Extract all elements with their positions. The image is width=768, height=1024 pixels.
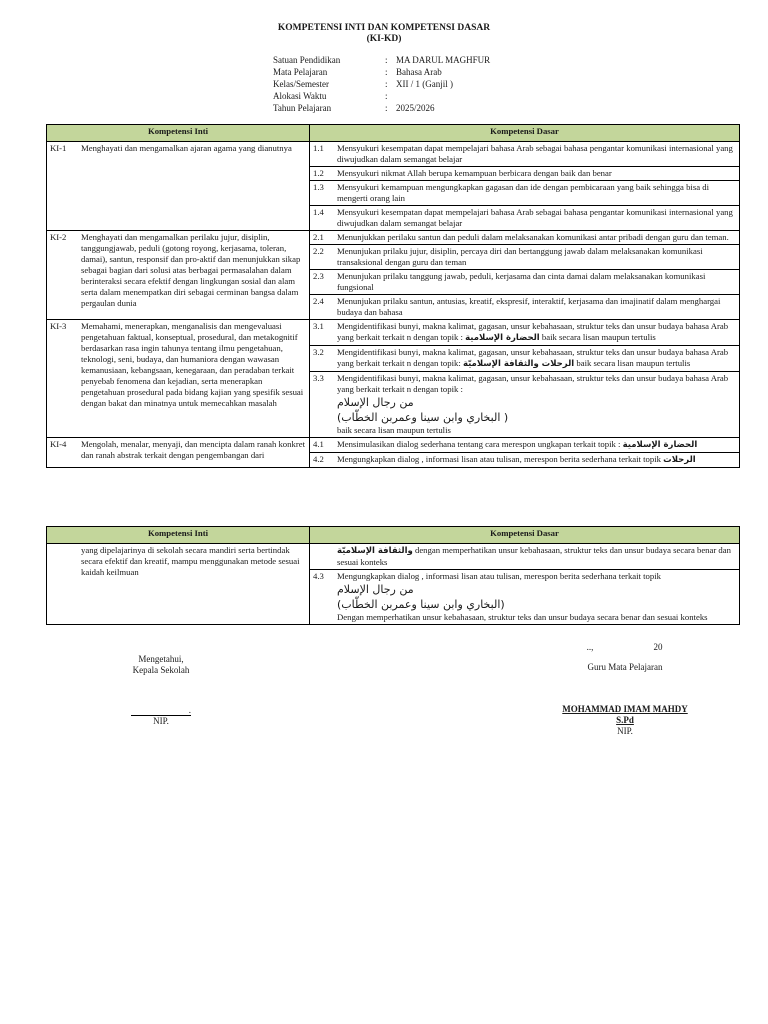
kd-text: Mensyukuri nikmat Allah berupa kemampuan berbicara dengan baik dan benar	[337, 168, 612, 178]
info-label: Alokasi Waktu	[273, 91, 327, 101]
info-row	[273, 78, 490, 90]
kd-text: Menunjukan prilaku jujur, disiplin, percaya diri dan bertanggung jawab dalam melaksanakan komunikasi transaksional dengan guru dan teman	[337, 246, 703, 267]
ki-code: KI-1	[50, 143, 67, 153]
kd-code: 3.3	[313, 373, 324, 383]
kd-cell	[310, 320, 740, 346]
kd-text: Mengidentifikasi bunyi, makna kalimat, gagasan, unsur kebahasaan, struktur teks dan unsur budaya bahasa Arab yang berkait terkait n dengan topik :	[337, 321, 729, 342]
document-title	[0, 23, 768, 45]
info-label: Kelas/Semester	[273, 79, 329, 89]
ki-cell	[47, 438, 310, 468]
kd-arabic-line-2: (البخاري وابن سينا وعمربن الخطّاب)	[337, 598, 505, 611]
date-year: 20	[653, 642, 663, 652]
ki-kd-table	[46, 124, 740, 468]
ki-code: KI-2	[50, 232, 67, 242]
kd-arabic-topic: الحضارة الإسلامية	[465, 333, 540, 343]
info-label: Satuan Pendidikan	[273, 55, 341, 65]
info-separator: :	[385, 67, 388, 77]
ki-code: KI-4	[50, 439, 67, 449]
table-row	[47, 231, 740, 245]
ki-cell	[47, 142, 310, 231]
kd-text-tail: baik secara lisan maupun tertulis	[576, 358, 691, 368]
teacher-name: MOHAMMAD IMAM MAHDY	[562, 704, 688, 714]
kd-code: 4.1	[313, 439, 324, 449]
kd-text: Mengidentifikasi bunyi, makna kalimat, gagasan, unsur kebahasaan, struktur teks dan unsur budaya bahasa Arab yang berkait terkait n dengan topik :	[337, 373, 729, 394]
kd-cell	[310, 346, 740, 372]
kd-code: 2.2	[313, 246, 324, 256]
signature-line	[131, 706, 191, 716]
title-line-1: KOMPETENSI INTI DAN KOMPETENSI DASAR	[277, 23, 491, 33]
kd-text-tail: Dengan memperhatikan unsur kebahasaan, struktur teks dan unsur budaya secara benar dan sesuai konteks	[337, 612, 708, 622]
kd-code: 1.2	[313, 168, 324, 178]
kd-cell	[310, 231, 740, 245]
kd-code: 2.3	[313, 271, 324, 281]
teacher-degree: S.Pd	[616, 715, 634, 725]
kd-text: Mensimulasikan dialog sederhana tentang cara merespon ungkapan terkait topik :	[337, 439, 621, 449]
info-label: Tahun Pelajaran	[273, 103, 332, 113]
kd-text: Mensyukuri kemampuan mengungkapkan gagasan dan ide dengan pembicaraan yang baik sehingga bisa di mengerti orang lain	[337, 182, 710, 203]
table-header-row	[47, 125, 740, 142]
identity-info	[273, 54, 490, 114]
info-separator: :	[385, 91, 388, 101]
kd-code: 2.4	[313, 296, 324, 306]
kd-code: 2.1	[313, 232, 324, 242]
kd-arabic-topic: والثقافة الإسلاميّة	[337, 546, 413, 556]
column-header-kd: Kompetensi Dasar	[310, 125, 740, 142]
title-line-2: (KI-KD)	[366, 34, 402, 44]
kd-cell	[310, 438, 740, 453]
kd-cell	[310, 570, 740, 625]
table-row	[47, 320, 740, 346]
ki-cell	[47, 544, 310, 625]
headmaster-nip: NIP.	[153, 716, 169, 726]
table-row	[47, 142, 740, 167]
ki-text: Mengolah, menalar, menyaji, dan mencipta dalam ranah konkret dan ranah abstrak terkait dengan pengembangan dari	[81, 439, 305, 460]
info-value: 2025/2026	[396, 103, 435, 113]
kd-code: 1.4	[313, 207, 324, 217]
kd-text-tail: baik secara lisan maupun tertulis	[541, 332, 656, 342]
kd-cell	[310, 181, 740, 206]
column-header-ki: Kompetensi Inti	[47, 527, 310, 544]
info-row	[273, 90, 490, 102]
info-separator: :	[385, 79, 388, 89]
kd-code: 3.2	[313, 347, 324, 357]
kd-cell	[310, 167, 740, 181]
info-value: Bahasa Arab	[396, 67, 442, 77]
kd-code: 1.3	[313, 182, 324, 192]
kd-arabic-line-1: من رجال الإسلام	[337, 583, 414, 596]
ki-kd-table-continued	[46, 526, 740, 625]
kd-arabic-line-2: (البخاري وابن سينا وعمربن الخطّاب )	[337, 411, 509, 424]
kd-cell	[310, 245, 740, 270]
kd-text: Mensyukuri kesempatan dapat mempelajari bahasa Arab sebagai bahasa pengantar komunikasi internasional yang diwujudkan dalam semangat belajar	[337, 143, 733, 164]
kd-arabic-line-1: من رجال الإسلام	[337, 396, 414, 409]
column-header-ki: Kompetensi Inti	[47, 125, 310, 142]
kd-cell	[310, 372, 740, 438]
info-separator: :	[385, 55, 388, 65]
ki-text: yang dipelajarinya di sekolah secara mandiri serta bertindak secara efektif dan kreatif, mampu menggunakan metode sesuai kaidah keilmuan	[81, 545, 300, 577]
column-header-kd: Kompetensi Dasar	[310, 527, 740, 544]
kd-text-tail: baik secara lisan maupun tertulis	[337, 425, 451, 435]
kd-text: Menunjukan prilaku santun, antusias, kreatif, ekspresif, interaktif, kerjasama dan imajinatif dalam menghargai budaya dan bahasa	[337, 296, 721, 317]
kd-arabic-topic: الرحلات والثقافة الإسلاميّة	[462, 359, 575, 369]
headmaster-signature-block	[110, 654, 212, 727]
kd-cell	[310, 544, 740, 570]
info-row	[273, 66, 490, 78]
kd-text: Mengidentifikasi bunyi, makna kalimat, gagasan, unsur kebahasaan, struktur teks dan unsur budaya bahasa Arab yang berkait terkait n dengan topik:	[337, 347, 729, 368]
signature-dots: .	[188, 705, 191, 715]
info-label: Mata Pelajaran	[273, 67, 328, 77]
ki-cell	[47, 231, 310, 320]
table-row	[47, 438, 740, 453]
kd-code: 4.3	[313, 571, 324, 581]
kd-text: Menunjukan prilaku tanggung jawab, peduli, kerjasama dan cinta damai dalam melaksanakan komunikasi fungsional	[337, 271, 706, 292]
ki-cell	[47, 320, 310, 438]
teacher-signature-block	[555, 704, 695, 737]
kd-code: 4.2	[313, 454, 324, 464]
info-row	[273, 54, 490, 66]
acknowledged-label: Mengetahui,	[138, 654, 184, 664]
headmaster-label: Kepala Sekolah	[132, 665, 190, 675]
kd-text: Mensyukuri kesempatan dapat mempelajari bahasa Arab sebagai bahasa pengantar komunikasi internasional yang diwujudkan dalam semangat belajar	[337, 207, 733, 228]
table-row	[47, 544, 740, 570]
kd-cell	[310, 453, 740, 468]
info-row	[273, 102, 490, 114]
kd-cell	[310, 295, 740, 320]
ki-text: Memahami, menerapkan, menganalisis dan mengevaluasi pengetahuan faktual, konseptual, prosedural, dan metakognitif berdasarkan rasa ingin tahunya tentang ilmu pengetahuan, teknologi, seni, budaya, dan humaniora dengan wawasan kemanusiaan, kebangsaan, kenegaraan, dan peradaban terkait penyebab fenomena dan kejadian, serta menerapkan pengetahuan prosedural pada bidang kajian yang spesifik sesuai dengan bakat dan minatnya untuk memecahkan masalah	[81, 321, 304, 408]
kd-text: Mengungkapkan dialog , informasi lisan atau tulisan, merespon berita sederhana terkait topik	[337, 571, 661, 581]
info-separator: :	[385, 103, 388, 113]
kd-text: dengan memperhatikan unsur kebahasaan, struktur teks dan unsur budaya secara benar dan sesuai konteks	[337, 545, 731, 567]
kd-code: 3.1	[313, 321, 324, 331]
date-prefix: ..,	[586, 642, 594, 652]
kd-code: 1.1	[313, 143, 324, 153]
table-header-row	[47, 527, 740, 544]
kd-cell	[310, 206, 740, 231]
info-value: MA DARUL MAGHFUR	[396, 55, 491, 65]
ki-code: KI-3	[50, 321, 67, 331]
kd-cell	[310, 270, 740, 295]
kd-arabic-topic: الرحلات	[663, 455, 696, 465]
kd-text: Mengungkapkan dialog , informasi lisan atau tulisan, merespon berita sederhana terkait topik	[337, 454, 661, 464]
ki-text: Menghayati dan mengamalkan ajaran agama yang dianutnya	[81, 143, 292, 153]
kd-cell	[310, 142, 740, 167]
teacher-role-label: Guru Mata Pelajaran	[587, 662, 663, 672]
teacher-nip: NIP.	[617, 726, 633, 736]
ki-text: Menghayati dan mengamalkan perilaku jujur, disiplin, tanggungjawab, peduli (gotong royong, kerjasama, toleran, damai), santun, responsif dan pro-aktif dan menunjukkan sikap sebagai bagian dari solusi atas berbagai permasalahan dalam berinteraksi secara efektif dengan lingkungan sosial dan alam serta dalam menempatkan diri sebagai cerminan bangsa dalam pergaulan dunia	[81, 232, 301, 308]
info-value: XII / 1 (Ganjil )	[396, 79, 453, 89]
kd-text: Menunjukkan perilaku santun dan peduli dalam melaksanakan komunikasi antar pribadi dengan guru dan teman.	[337, 232, 729, 242]
kd-arabic-topic: الحضارة الإسلامية	[622, 440, 698, 450]
